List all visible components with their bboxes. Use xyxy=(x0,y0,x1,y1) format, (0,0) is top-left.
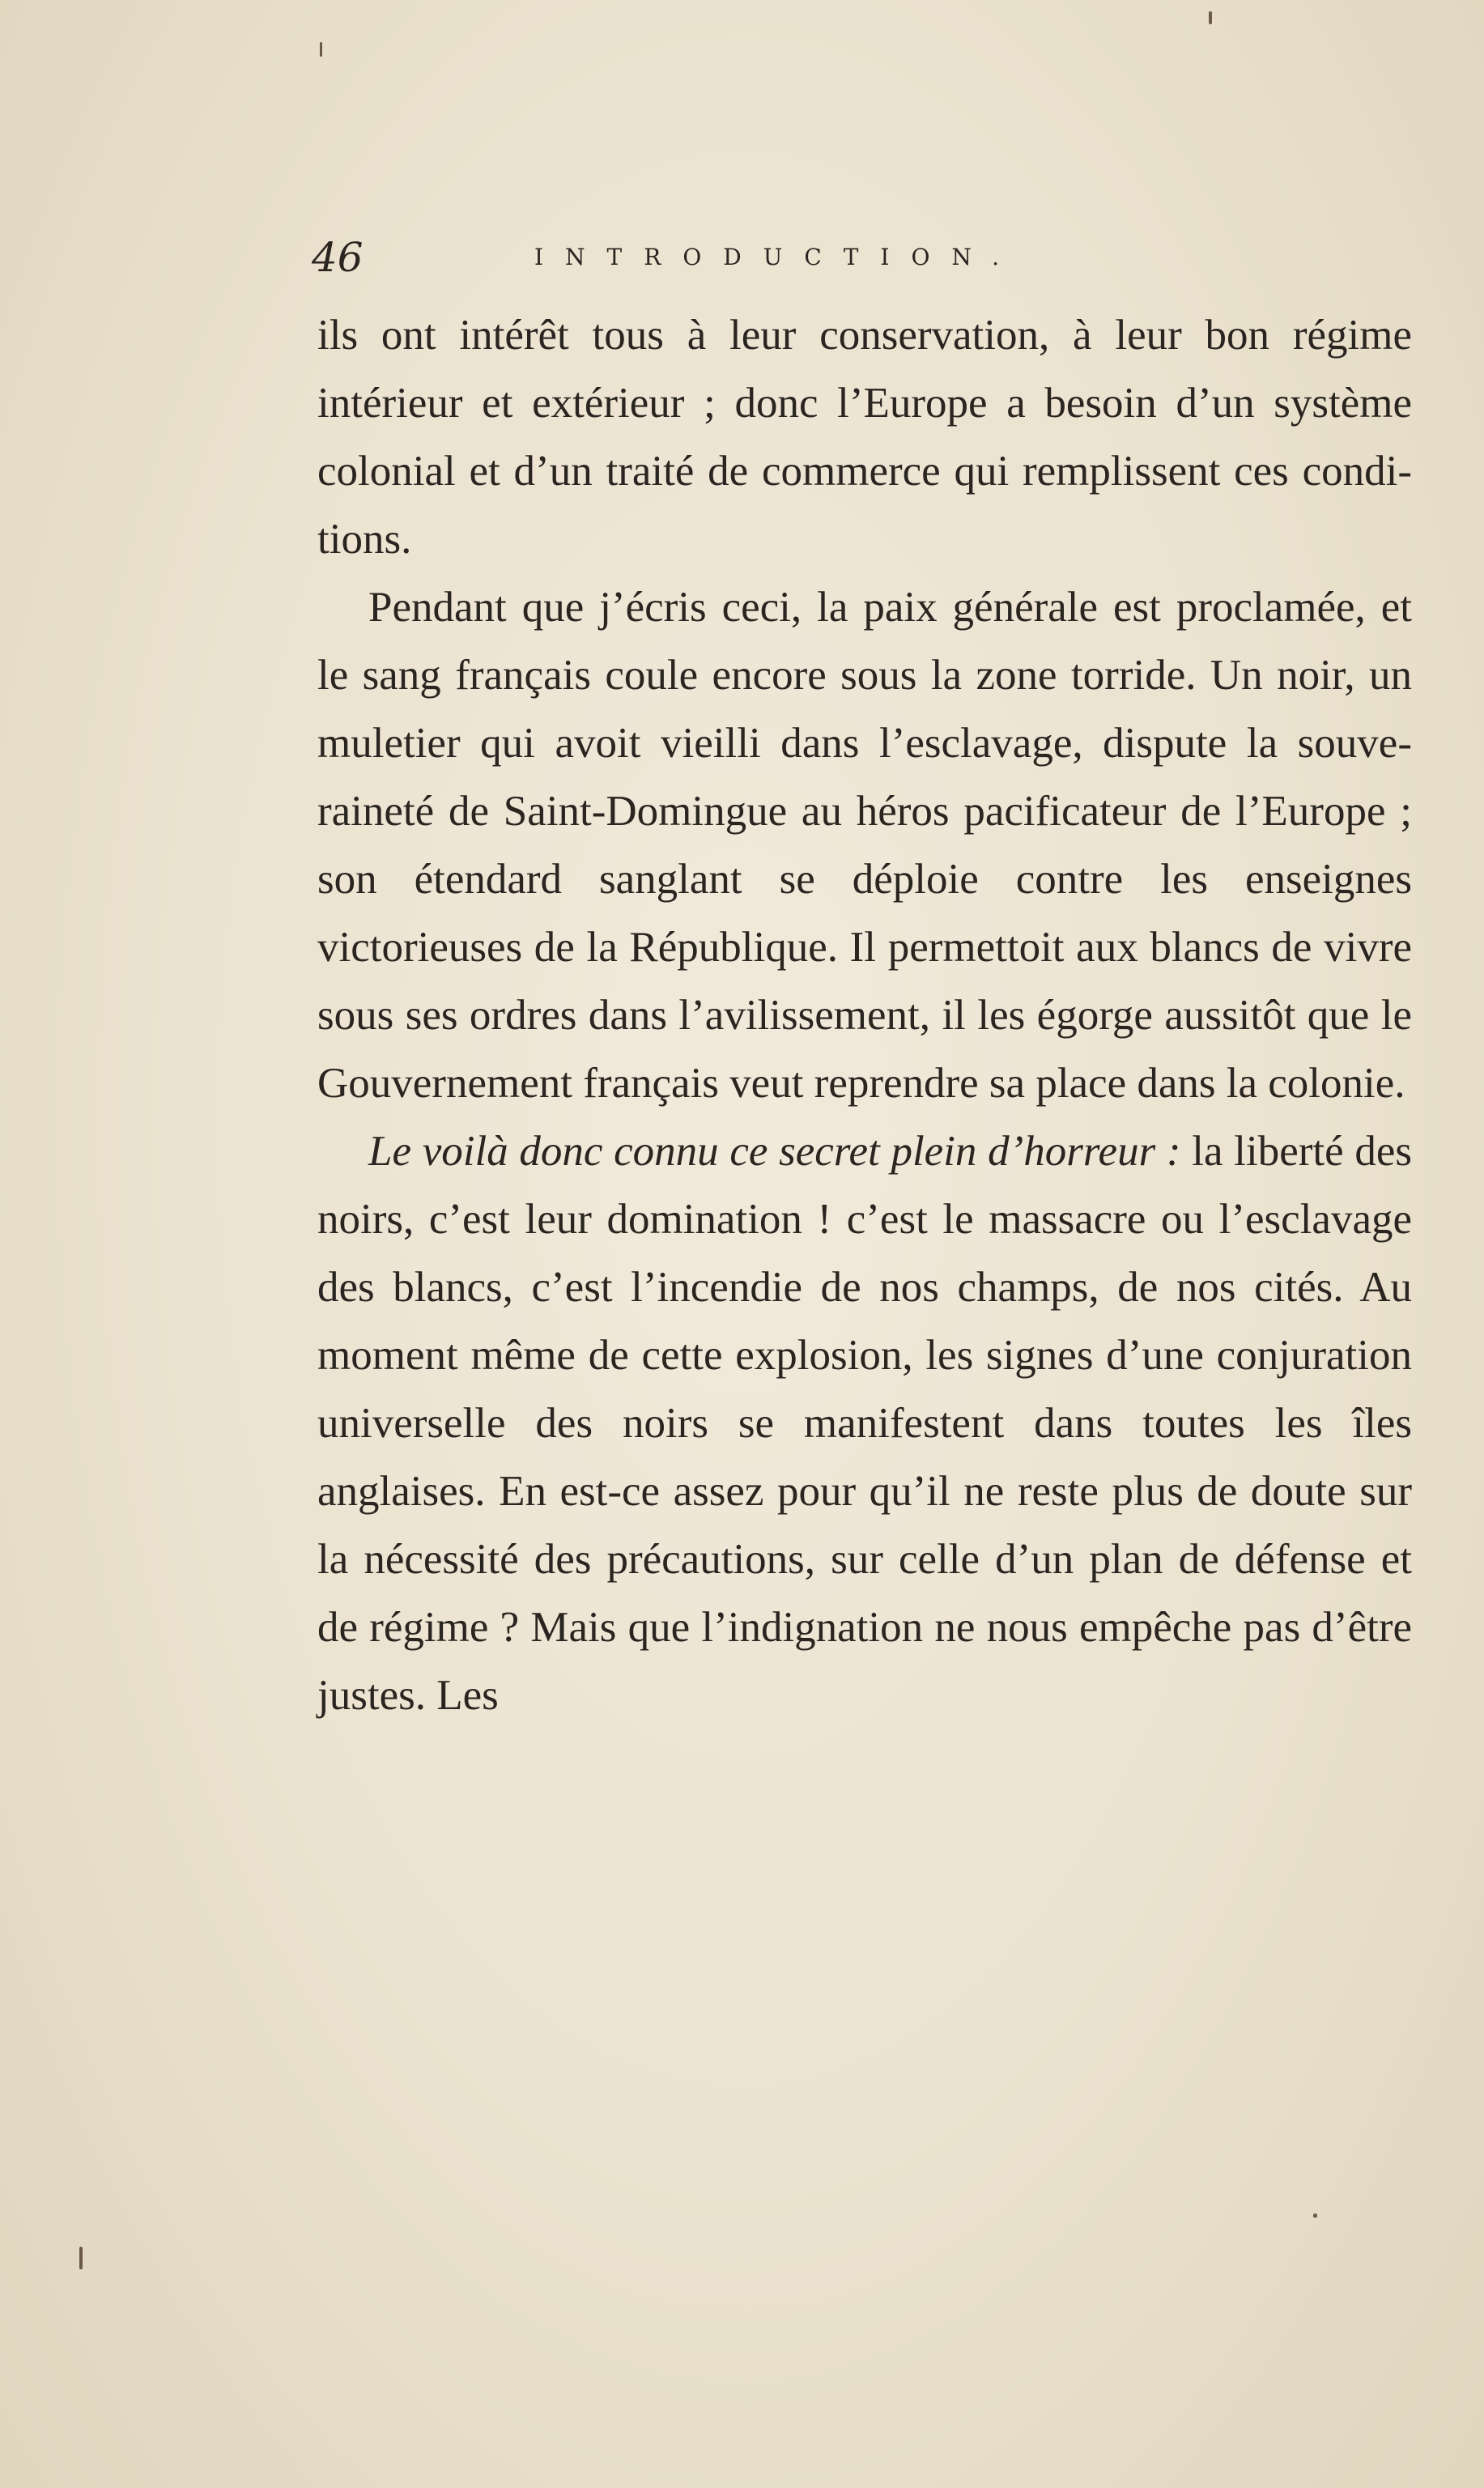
paragraph-1 xyxy=(317,301,1412,573)
page-number: 46 xyxy=(312,234,364,281)
paragraph-3 xyxy=(317,1117,1412,1729)
ink-speck xyxy=(1313,2214,1317,2218)
paragraph-3-text: la liberté des noirs, c’est leur domination ! c’est le massacre ou l’esclavage des blancs, c’est l’incendie de nos champs, de nos cités. Au moment même de cette explosion, les signes d’une conjuration universelle des noirs se manifestent dans toutes les îles anglaises. En est-ce assez pour qu’il ne reste plus de doute sur la nécessité des précautions, sur celle d’un plan de défense et de régime ? Mais que l’indignation ne nous empêche pas d’être justes. Les xyxy=(317,1128,1412,1719)
running-head xyxy=(312,225,1421,290)
body-text xyxy=(317,301,1412,1729)
paragraph-2-text: Pendant que j’écris ceci, la paix générale est proclamée, et le sang français coule encore sous la zone torride. Un noir, un muletier qui avoit vieilli dans l’esclavage, dispute la souveraineté de Saint-Domingue au héros pacificateur de l’Europe ; son étendard sanglant se déploie contre les enseignes victorieuses de la République. Il permettoit aux blancs de vivre sous ses ordres dans l’avilissement, il les égorge aussitôt que le Gouvernement français veut reprendre sa place dans la colonie. xyxy=(317,584,1412,1107)
paragraph-1-text: ils ont intérêt tous à leur conservation, à leur bon régime intérieur et extérieur ; donc l’Europe a besoin d’un système colonial et d’un traité de commerce qui remplissent ces conditions. xyxy=(317,312,1412,563)
ink-speck xyxy=(1209,11,1212,24)
paragraph-2 xyxy=(317,573,1412,1117)
running-title: INTRODUCTION. xyxy=(534,244,1022,270)
ink-speck xyxy=(320,42,322,57)
ink-speck xyxy=(79,2247,83,2269)
paragraph-3-italic-text: Le voilà donc connu ce secret plein d’horreur : xyxy=(368,1128,1181,1175)
